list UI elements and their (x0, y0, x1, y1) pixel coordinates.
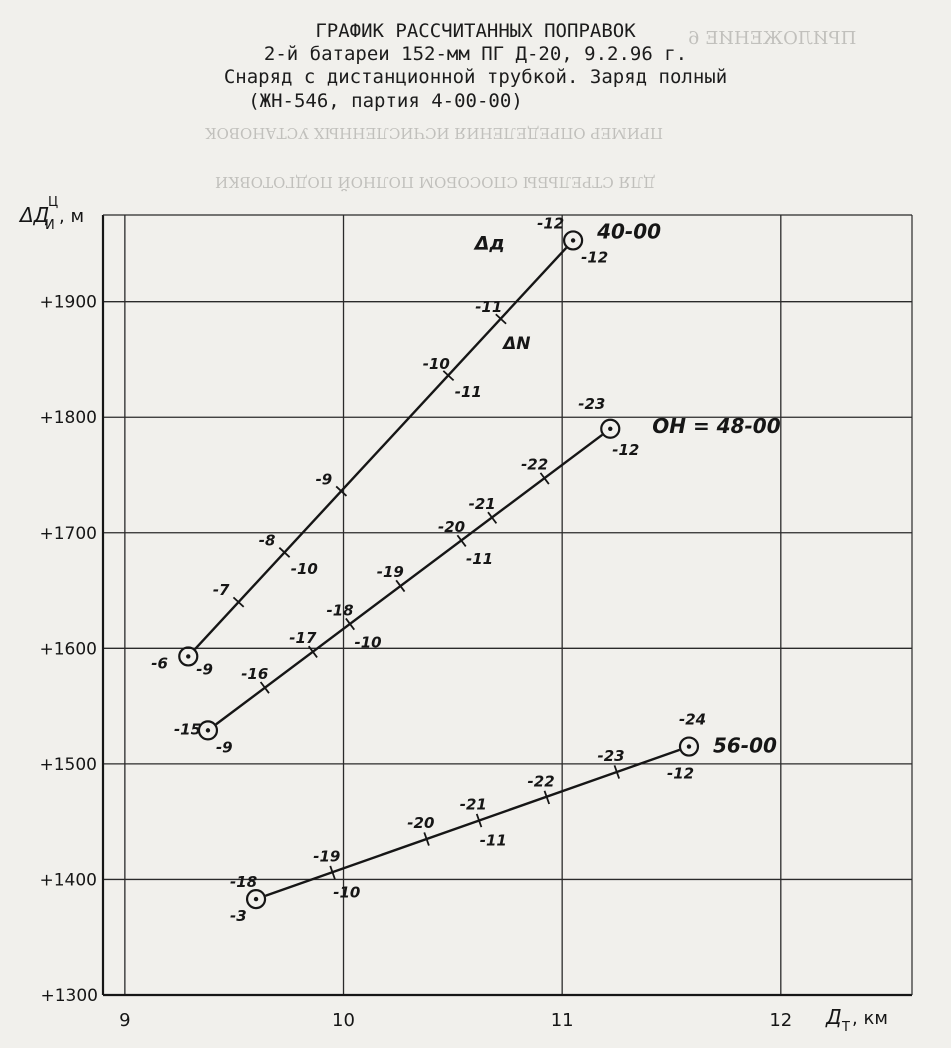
x-axis-label: Д (826, 1005, 842, 1029)
y-tick-label: +1600 (39, 639, 97, 660)
y-axis-label-sup: Ц (48, 195, 59, 210)
end-label-top: -12 (537, 214, 565, 233)
mark-label-below: -11 (465, 550, 494, 569)
end-label-bottom: -12 (666, 764, 695, 783)
x-tick-label: 11 (550, 1010, 574, 1031)
annotation-delta-d: Δд (474, 232, 505, 255)
mark-label-above: -22 (527, 772, 555, 791)
end-label-bottom: -12 (581, 248, 609, 267)
series-name-label: 40-00 (597, 219, 662, 244)
end-label-bottom: -12 (612, 440, 640, 459)
start-label-top: -18 (230, 873, 258, 892)
mark-label-below: -10 (333, 883, 361, 902)
mark-label-above: -16 (241, 664, 269, 683)
mark-label-below: -11 (454, 383, 482, 402)
mark-label-above: -18 (326, 601, 354, 620)
start-label-top: -6 (151, 654, 168, 673)
chart-title-line-4: (ЖН-546, партия 4-00-00) (248, 90, 523, 112)
series-tick-mark (261, 682, 269, 693)
y-tick-label: +1500 (39, 754, 97, 775)
series-start-marker-dot (186, 654, 190, 658)
mark-label-below: -11 (479, 831, 507, 850)
x-tick-label: 12 (769, 1010, 793, 1031)
chart-title-line-3: Снаряд с дистанционной трубкой. Заряд полный (223, 66, 728, 88)
chart-title-line-2: 2-й батареи 152-мм ПГ Д-20, 9.2.96 г. (263, 43, 688, 65)
mark-label-below: -10 (354, 633, 382, 652)
mark-label-above: -19 (313, 847, 341, 866)
series-line (195, 248, 566, 652)
mark-label-above: -21 (459, 795, 487, 814)
series-tick-mark (396, 580, 404, 591)
end-label-top: -23 (578, 394, 606, 413)
mark-label-above: -17 (289, 628, 317, 647)
series-end-marker-dot (571, 238, 575, 242)
x-tick-label: 10 (332, 1010, 355, 1031)
bleed-heading-1: ПРИМЕР ОПРЕДЕЛЕНИЯ ИСЧИСЛЕННЫХ УСТАНОВОК (205, 124, 664, 142)
series-name-label: ОН = 48-00 (652, 413, 781, 438)
svg-text:, м (59, 206, 84, 227)
svg-text:Д (825, 1005, 842, 1029)
axes (103, 215, 912, 995)
mark-label-above: -10 (422, 354, 450, 373)
annotation-delta-n: ΔN (503, 334, 531, 355)
y-axis-label-sub: И (45, 218, 55, 233)
mark-label-above: -8 (258, 531, 276, 550)
bleed-heading-2: ДЛЯ СТРЕЛЬБЫ СПОСОБОМ ПОЛНОЙ ПОДГОТОВКИ (215, 173, 656, 191)
chart-title-line-1: ГРАФИК РАССЧИТАННЫХ ПОПРАВОК (315, 20, 636, 42)
mark-label-above: -7 (212, 581, 230, 600)
series-group (230, 711, 777, 926)
series-group (151, 214, 661, 678)
y-tick-label: +1700 (39, 523, 97, 544)
mark-label-above: -20 (407, 813, 435, 832)
x-axis-label-sub: Т (842, 1020, 850, 1035)
x-axis-label-unit: , км (852, 1008, 888, 1029)
series-name-label: 56-00 (712, 733, 777, 758)
x-tick-label: 9 (119, 1010, 131, 1031)
y-axis-label-unit: , м (59, 206, 85, 227)
y-axis-title (18, 195, 84, 233)
start-label-bottom: -9 (196, 660, 213, 679)
start-label-bottom: -9 (215, 738, 233, 757)
series (151, 214, 780, 925)
mark-label-above: -9 (315, 470, 333, 489)
svg-text:Ц (48, 195, 58, 210)
svg-text:И (45, 218, 55, 233)
series-group (174, 395, 781, 757)
end-label-top: -24 (678, 710, 707, 729)
start-label-bottom: -3 (230, 907, 247, 926)
series-end-marker-dot (687, 744, 691, 748)
bleed-appendix-label: ПРИЛОЖЕНИЕ 6 (688, 28, 857, 49)
mark-label-above: -23 (597, 746, 625, 765)
svg-text:Т (841, 1020, 850, 1035)
y-tick-label: +1400 (39, 870, 97, 891)
y-axis-label: ΔД (20, 203, 50, 227)
y-tick-label: +1800 (39, 408, 97, 429)
mark-label-above: -19 (376, 563, 404, 582)
x-axis-title (825, 1005, 888, 1035)
series-start-marker-dot (254, 897, 258, 901)
svg-text:, км (852, 1008, 888, 1029)
series-end-marker-dot (608, 427, 612, 431)
y-tick-label: +1900 (39, 292, 97, 313)
series-start-marker-dot (206, 728, 210, 732)
grid (103, 215, 912, 995)
start-label-top: -15 (173, 720, 202, 739)
mark-label-above: -11 (475, 298, 503, 317)
mark-label-above: -20 (437, 518, 466, 537)
mark-label-above: -21 (468, 494, 496, 513)
y-axis-base-label: +1300 (40, 986, 98, 1006)
mark-label-below: -10 (290, 559, 318, 578)
mark-label-above: -22 (521, 455, 549, 474)
